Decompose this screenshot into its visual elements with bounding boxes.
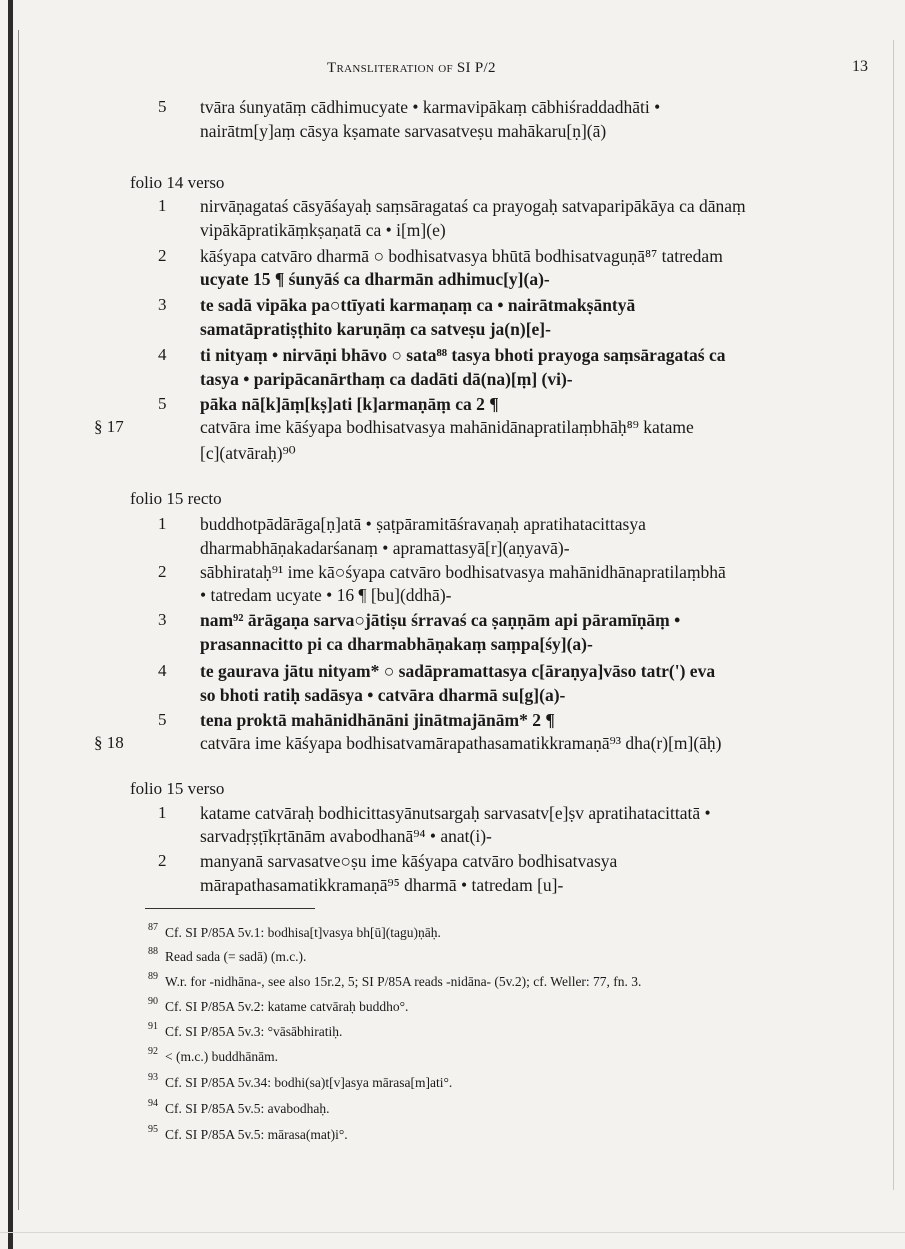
text-line: tena proktā mahānidhānāni jinātmajānām* 2 ¶ [200,710,555,730]
text-line: nairātm[y]aṃ cāsya kṣamate sarvasatveṣu mahākaru[ṇ](ā) [200,121,607,141]
footnote-text: < (m.c.) buddhānām. [165,1049,278,1064]
footnote-number: 87 [148,922,158,933]
footnote-number: 92 [148,1046,158,1057]
line-number: 3 [158,610,167,629]
page-bottom-edge [0,1232,905,1233]
text-line: sarvadṛṣṭīkṛtānām avabodhanā⁹⁴ • anat(i)- [200,826,492,846]
line-number: 4 [158,661,167,680]
page-binding-edge [8,0,13,1249]
text-line: pāka nā[k]āṃ[kṣ]ati [k]armaṇāṃ ca 2 ¶ [200,394,499,414]
line-number: 5 [158,710,167,729]
footnote-text: Cf. SI P/85A 5v.34: bodhi(sa)t[v]asya mārasa[m]ati°. [165,1075,453,1090]
footnote-number: 88 [148,946,158,957]
footnote-text: Cf. SI P/85A 5v.5: avabodhaḥ. [165,1101,330,1116]
text-line: [c](atvāraḥ)⁹⁰ [200,443,296,463]
footnote-text: W.r. for -nidhāna-, see also 15r.2, 5; SI P/85A reads -nidāna- (5v.2); cf. Weller: 77, fn. 3. [165,974,642,989]
text-line: dharmabhāṇakadarśanaṃ • apramattasyā[r](aṇyavā)- [200,538,570,558]
line-number: 2 [158,851,167,870]
text-line: catvāra ime kāśyapa bodhisatvasya mahānidānapratilaṃbhāḥ⁸⁹ katame [200,417,694,437]
footnote-text: Cf. SI P/85A 5v.2: katame catvāraḥ buddho°. [165,999,409,1014]
text-line: sābhirataḥ⁹¹ ime kā○śyapa catvāro bodhisatvasya mahānidhānapratilaṃbhā [200,562,726,582]
footnote-number: 90 [148,996,158,1007]
footnote-text: Cf. SI P/85A 5v.1: bodhisa[t]vasya bh[ū](tagu)ṇāḥ. [165,925,441,940]
text-line: nam⁹² ārāgaṇa sarva○jātiṣu śrravaś ca ṣaṇṇām api pāramīṇāṃ • [200,610,681,630]
page-right-edge [893,40,894,1190]
page-binding-shadow [18,30,19,1210]
line-number: 4 [158,345,167,364]
text-line: prasannacitto pi ca dharmabhāṇakaṃ saṃpa[śy](a)- [200,634,593,654]
text-line: vipākāpratikāṃkṣaṇatā ca • i[m](e) [200,220,446,240]
text-line: te sadā vipāka pa○ttīyati karmaṇaṃ ca • nairātmakṣāntyā [200,295,636,315]
folio-heading: folio 15 verso [130,779,225,798]
footnote-number: 89 [148,971,158,982]
line-number: 5 [158,394,167,413]
text-line: nirvāṇagataś cāsyāśayaḥ saṃsāragataś ca prayogaḥ satvaparipākāya ca dānaṃ [200,196,746,216]
footnote-text: Read sada (= sadā) (m.c.). [165,949,307,964]
text-line: buddhotpādārāga[ṇ]atā • ṣaṭpāramitāśravaṇaḥ apratihatacittasya [200,514,646,534]
footnote-number: 95 [148,1124,158,1135]
text-line: katame catvāraḥ bodhicittasyānutsargaḥ sarvasatv[e]ṣv apratihatacittatā • [200,803,711,823]
footnote-number: 91 [148,1021,158,1032]
footnote-text: Cf. SI P/85A 5v.5: mārasa(mat)i°. [165,1127,348,1142]
text-line: manyanā sarvasatve○ṣu ime kāśyapa catvāro bodhisatvasya [200,851,618,871]
section-marker: § 18 [94,733,124,752]
line-number: 3 [158,295,167,314]
folio-heading: folio 14 verso [130,173,225,192]
text-line: mārapathasamatikkramaṇā⁹⁵ dharmā • tatredam [u]- [200,875,564,895]
line-number: 1 [158,514,167,533]
text-line: te gaurava jātu nityam* ○ sadāpramattasya c[āraṇya]vāso tatr(') eva [200,661,716,681]
text-line: so bhoti ratiḥ sadāsya • catvāra dharmā su[g](a)- [200,685,566,705]
folio-heading: folio 15 recto [130,489,222,508]
section-marker: § 17 [94,417,124,436]
line-number: 1 [158,196,167,215]
running-header: Transliteration of SI P/2 [327,60,496,76]
footnote-rule [145,908,315,909]
text-line: tasya • paripācanārthaṃ ca dadāti dā(na)[ṃ] (vi)- [200,369,573,389]
text-line: samatāpratiṣṭhito karuṇāṃ ca satveṣu ja(n)[e]- [200,319,551,339]
footnote-text: Cf. SI P/85A 5v.3: °vāsābhiratiḥ. [165,1024,343,1039]
line-number: 1 [158,803,167,822]
text-line: kāśyapa catvāro dharmā ○ bodhisatvasya bhūtā bodhisatvaguṇā⁸⁷ tatredam [200,246,723,266]
text-line: catvāra ime kāśyapa bodhisatvamārapathasamatikkramaṇā⁹³ dha(r)[m](āḥ) [200,733,722,753]
page-number: 13 [852,58,868,75]
text-line: ti nityaṃ • nirvāṇi bhāvo ○ sata⁸⁸ tasya bhoti prayoga saṃsāragataś ca [200,345,726,365]
text-line: tvāra śunyatāṃ cādhimucyate • karmavipākaṃ cābhiśraddadhāti • [200,97,661,117]
line-number: 2 [158,246,167,265]
line-number: 2 [158,562,167,581]
text-line: • tatredam ucyate • 16 ¶ [bu](ddhā)- [200,585,452,605]
line-number: 5 [158,97,167,116]
footnote-number: 94 [148,1098,158,1109]
footnote-number: 93 [148,1072,158,1083]
text-line: ucyate 15 ¶ śunyāś ca dharmān adhimuc[y](a)- [200,269,550,289]
